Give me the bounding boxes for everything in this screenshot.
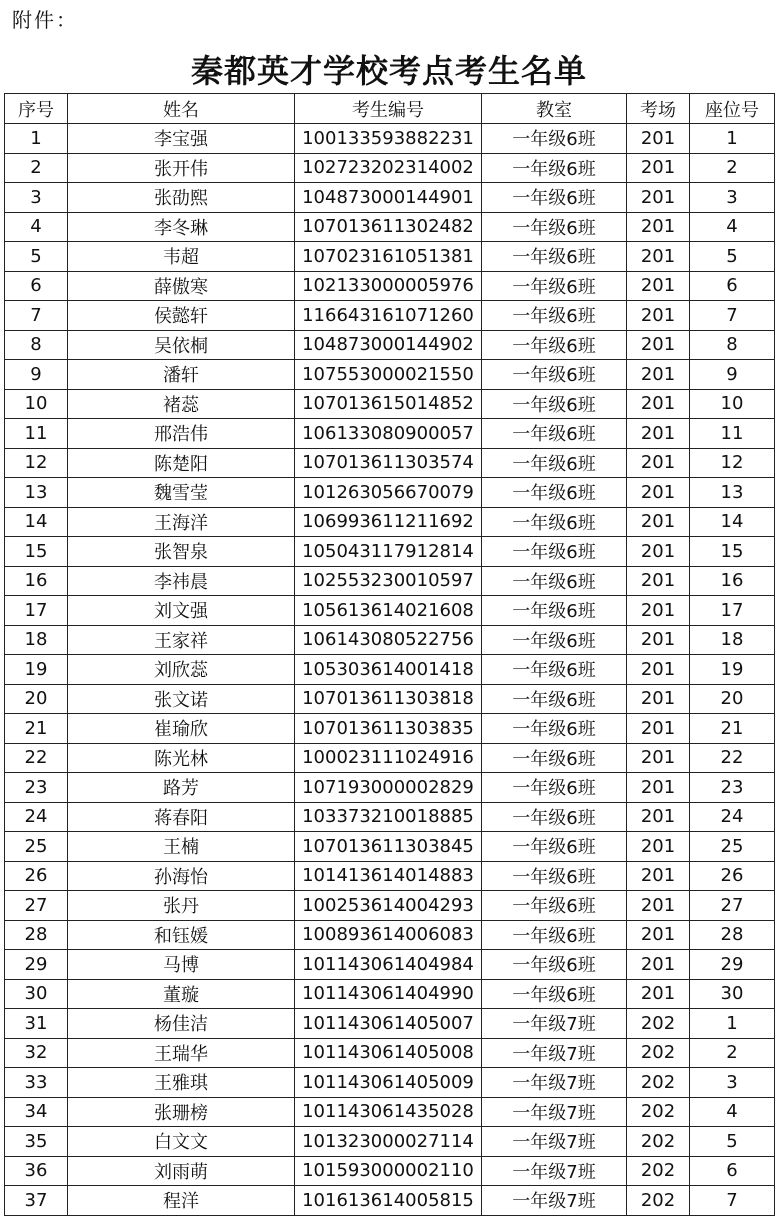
cell-classroom: 一年级7班 <box>482 1127 627 1157</box>
cell-exam-room: 201 <box>627 773 690 803</box>
cell-seq: 1 <box>5 124 68 154</box>
column-header-seat: 座位号 <box>690 94 775 124</box>
table-row <box>5 950 775 980</box>
cell-exam-room: 201 <box>627 714 690 744</box>
cell-name: 魏雪莹 <box>68 478 295 508</box>
cell-exam-room: 201 <box>627 537 690 567</box>
cell-seq: 25 <box>5 832 68 862</box>
cell-name: 张文诺 <box>68 684 295 714</box>
cell-name: 李祎晨 <box>68 566 295 596</box>
cell-name: 崔瑜欣 <box>68 714 295 744</box>
cell-candidate-id: 104873000144901 <box>295 183 482 213</box>
cell-exam-room: 201 <box>627 419 690 449</box>
table-row <box>5 537 775 567</box>
cell-candidate-id: 103373210018885 <box>295 802 482 832</box>
cell-exam-room: 202 <box>627 1038 690 1068</box>
cell-name: 孙海怡 <box>68 861 295 891</box>
cell-seat: 10 <box>690 389 775 419</box>
cell-classroom: 一年级6班 <box>482 743 627 773</box>
table-row <box>5 448 775 478</box>
table-row <box>5 153 775 183</box>
cell-name: 侯懿轩 <box>68 301 295 331</box>
cell-candidate-id: 107193000002829 <box>295 773 482 803</box>
cell-seat: 2 <box>690 1038 775 1068</box>
cell-candidate-id: 105613614021608 <box>295 596 482 626</box>
cell-seq: 36 <box>5 1156 68 1186</box>
cell-seat: 11 <box>690 419 775 449</box>
cell-candidate-id: 107023161051381 <box>295 242 482 272</box>
cell-exam-room: 201 <box>627 124 690 154</box>
cell-seat: 3 <box>690 1068 775 1098</box>
cell-classroom: 一年级6班 <box>482 714 627 744</box>
cell-classroom: 一年级6班 <box>482 950 627 980</box>
cell-seq: 5 <box>5 242 68 272</box>
cell-name: 程洋 <box>68 1186 295 1216</box>
cell-name: 刘雨萌 <box>68 1156 295 1186</box>
table-row <box>5 271 775 301</box>
cell-candidate-id: 101143061435028 <box>295 1097 482 1127</box>
cell-exam-room: 201 <box>627 448 690 478</box>
cell-name: 张珊榜 <box>68 1097 295 1127</box>
cell-name: 董璇 <box>68 979 295 1009</box>
cell-seq: 10 <box>5 389 68 419</box>
cell-name: 张智泉 <box>68 537 295 567</box>
cell-candidate-id: 105043117912814 <box>295 537 482 567</box>
table-row <box>5 419 775 449</box>
cell-exam-room: 201 <box>627 950 690 980</box>
cell-seq: 30 <box>5 979 68 1009</box>
cell-classroom: 一年级7班 <box>482 1186 627 1216</box>
cell-seq: 19 <box>5 655 68 685</box>
cell-candidate-id: 107013615014852 <box>295 389 482 419</box>
cell-name: 薛傲寒 <box>68 271 295 301</box>
table-row <box>5 1068 775 1098</box>
cell-seq: 13 <box>5 478 68 508</box>
table-row <box>5 861 775 891</box>
cell-candidate-id: 106143080522756 <box>295 625 482 655</box>
cell-seat: 16 <box>690 566 775 596</box>
cell-seat: 6 <box>690 271 775 301</box>
cell-candidate-id: 101263056670079 <box>295 478 482 508</box>
table-row <box>5 832 775 862</box>
cell-seat: 19 <box>690 655 775 685</box>
cell-classroom: 一年级6班 <box>482 419 627 449</box>
cell-name: 褚蕊 <box>68 389 295 419</box>
table-row <box>5 360 775 390</box>
cell-classroom: 一年级6班 <box>482 773 627 803</box>
table-row <box>5 212 775 242</box>
cell-exam-room: 202 <box>627 1097 690 1127</box>
cell-classroom: 一年级6班 <box>482 271 627 301</box>
cell-name: 王雅琪 <box>68 1068 295 1098</box>
table-row <box>5 625 775 655</box>
cell-classroom: 一年级6班 <box>482 920 627 950</box>
cell-seat: 15 <box>690 537 775 567</box>
cell-seq: 31 <box>5 1009 68 1039</box>
cell-exam-room: 201 <box>627 242 690 272</box>
cell-candidate-id: 100893614006083 <box>295 920 482 950</box>
cell-classroom: 一年级6班 <box>482 242 627 272</box>
cell-name: 张开伟 <box>68 153 295 183</box>
cell-seat: 7 <box>690 301 775 331</box>
cell-name: 李宝强 <box>68 124 295 154</box>
cell-classroom: 一年级6班 <box>482 478 627 508</box>
cell-seq: 18 <box>5 625 68 655</box>
cell-seat: 24 <box>690 802 775 832</box>
cell-candidate-id: 102553230010597 <box>295 566 482 596</box>
cell-seat: 6 <box>690 1156 775 1186</box>
table-row <box>5 802 775 832</box>
table-row <box>5 242 775 272</box>
cell-exam-room: 201 <box>627 979 690 1009</box>
cell-candidate-id: 106133080900057 <box>295 419 482 449</box>
page-title: 秦都英才学校考点考生名单 <box>190 52 587 90</box>
cell-exam-room: 201 <box>627 566 690 596</box>
cell-name: 李冬琳 <box>68 212 295 242</box>
cell-classroom: 一年级6班 <box>482 832 627 862</box>
cell-candidate-id: 107013611303845 <box>295 832 482 862</box>
cell-exam-room: 201 <box>627 596 690 626</box>
cell-name: 张丹 <box>68 891 295 921</box>
cell-seq: 7 <box>5 301 68 331</box>
cell-classroom: 一年级7班 <box>482 1038 627 1068</box>
cell-seat: 25 <box>690 832 775 862</box>
cell-seq: 27 <box>5 891 68 921</box>
cell-classroom: 一年级6班 <box>482 124 627 154</box>
cell-candidate-id: 105303614001418 <box>295 655 482 685</box>
cell-classroom: 一年级6班 <box>482 507 627 537</box>
cell-classroom: 一年级6班 <box>482 360 627 390</box>
cell-candidate-id: 102133000005976 <box>295 271 482 301</box>
cell-seat: 5 <box>690 242 775 272</box>
cell-classroom: 一年级6班 <box>482 979 627 1009</box>
table-row <box>5 920 775 950</box>
column-header-candidate-id: 考生编号 <box>295 94 482 124</box>
cell-exam-room: 201 <box>627 891 690 921</box>
cell-name: 陈楚阳 <box>68 448 295 478</box>
table-row <box>5 773 775 803</box>
cell-seq: 28 <box>5 920 68 950</box>
cell-classroom: 一年级7班 <box>482 1156 627 1186</box>
table-row <box>5 743 775 773</box>
cell-seat: 5 <box>690 1127 775 1157</box>
cell-name: 杨佳洁 <box>68 1009 295 1039</box>
cell-seq: 37 <box>5 1186 68 1216</box>
cell-candidate-id: 107013611303818 <box>295 684 482 714</box>
cell-exam-room: 202 <box>627 1156 690 1186</box>
cell-seat: 26 <box>690 861 775 891</box>
cell-classroom: 一年级6班 <box>482 153 627 183</box>
cell-exam-room: 201 <box>627 212 690 242</box>
candidate-table <box>4 93 775 1216</box>
cell-seq: 4 <box>5 212 68 242</box>
table-row <box>5 1038 775 1068</box>
cell-seat: 1 <box>690 1009 775 1039</box>
cell-classroom: 一年级6班 <box>482 625 627 655</box>
cell-seq: 11 <box>5 419 68 449</box>
cell-classroom: 一年级6班 <box>482 301 627 331</box>
cell-seq: 3 <box>5 183 68 213</box>
cell-exam-room: 202 <box>627 1127 690 1157</box>
cell-name: 吴依桐 <box>68 330 295 360</box>
cell-name: 王楠 <box>68 832 295 862</box>
cell-exam-room: 201 <box>627 183 690 213</box>
cell-seat: 20 <box>690 684 775 714</box>
table-row <box>5 507 775 537</box>
cell-exam-room: 201 <box>627 389 690 419</box>
cell-candidate-id: 107553000021550 <box>295 360 482 390</box>
table-header-row <box>5 94 775 124</box>
cell-seat: 18 <box>690 625 775 655</box>
cell-candidate-id: 101413614014883 <box>295 861 482 891</box>
table-row <box>5 1009 775 1039</box>
cell-seat: 8 <box>690 330 775 360</box>
cell-exam-room: 201 <box>627 360 690 390</box>
cell-seat: 4 <box>690 1097 775 1127</box>
cell-candidate-id: 101143061405009 <box>295 1068 482 1098</box>
cell-exam-room: 201 <box>627 507 690 537</box>
cell-candidate-id: 107013611303835 <box>295 714 482 744</box>
cell-classroom: 一年级6班 <box>482 802 627 832</box>
cell-candidate-id: 100023111024916 <box>295 743 482 773</box>
cell-exam-room: 201 <box>627 330 690 360</box>
cell-candidate-id: 107013611303574 <box>295 448 482 478</box>
cell-candidate-id: 101613614005815 <box>295 1186 482 1216</box>
cell-seq: 33 <box>5 1068 68 1098</box>
cell-classroom: 一年级6班 <box>482 389 627 419</box>
cell-exam-room: 201 <box>627 684 690 714</box>
cell-classroom: 一年级7班 <box>482 1068 627 1098</box>
cell-exam-room: 201 <box>627 271 690 301</box>
cell-candidate-id: 101143061404990 <box>295 979 482 1009</box>
cell-exam-room: 202 <box>627 1186 690 1216</box>
cell-exam-room: 201 <box>627 861 690 891</box>
cell-classroom: 一年级6班 <box>482 448 627 478</box>
cell-seat: 14 <box>690 507 775 537</box>
cell-name: 马博 <box>68 950 295 980</box>
cell-seat: 4 <box>690 212 775 242</box>
cell-seq: 8 <box>5 330 68 360</box>
cell-seq: 21 <box>5 714 68 744</box>
cell-seat: 9 <box>690 360 775 390</box>
cell-name: 白文文 <box>68 1127 295 1157</box>
cell-seq: 24 <box>5 802 68 832</box>
attachment-label: 附件： <box>12 8 78 32</box>
cell-seq: 12 <box>5 448 68 478</box>
cell-seat: 17 <box>690 596 775 626</box>
cell-name: 王家祥 <box>68 625 295 655</box>
cell-seq: 32 <box>5 1038 68 1068</box>
table-row <box>5 979 775 1009</box>
cell-classroom: 一年级7班 <box>482 1097 627 1127</box>
cell-classroom: 一年级6班 <box>482 537 627 567</box>
table-row <box>5 183 775 213</box>
table-row <box>5 714 775 744</box>
column-header-classroom: 教室 <box>482 94 627 124</box>
cell-classroom: 一年级6班 <box>482 212 627 242</box>
cell-classroom: 一年级6班 <box>482 655 627 685</box>
cell-candidate-id: 101143061405008 <box>295 1038 482 1068</box>
cell-seq: 29 <box>5 950 68 980</box>
cell-name: 王海洋 <box>68 507 295 537</box>
cell-seq: 34 <box>5 1097 68 1127</box>
cell-seat: 22 <box>690 743 775 773</box>
table-row <box>5 301 775 331</box>
cell-name: 韦超 <box>68 242 295 272</box>
cell-seq: 2 <box>5 153 68 183</box>
cell-classroom: 一年级6班 <box>482 861 627 891</box>
cell-classroom: 一年级6班 <box>482 183 627 213</box>
cell-exam-room: 201 <box>627 655 690 685</box>
cell-exam-room: 201 <box>627 832 690 862</box>
cell-candidate-id: 102723202314002 <box>295 153 482 183</box>
table-row <box>5 1186 775 1216</box>
cell-seq: 22 <box>5 743 68 773</box>
cell-seat: 27 <box>690 891 775 921</box>
table-row <box>5 655 775 685</box>
cell-seq: 14 <box>5 507 68 537</box>
cell-exam-room: 201 <box>627 625 690 655</box>
cell-name: 邢浩伟 <box>68 419 295 449</box>
table-row <box>5 330 775 360</box>
cell-exam-room: 201 <box>627 478 690 508</box>
cell-candidate-id: 100133593882231 <box>295 124 482 154</box>
cell-seat: 7 <box>690 1186 775 1216</box>
cell-seat: 1 <box>690 124 775 154</box>
cell-seq: 9 <box>5 360 68 390</box>
table-row <box>5 478 775 508</box>
cell-seat: 23 <box>690 773 775 803</box>
cell-seat: 2 <box>690 153 775 183</box>
cell-seat: 13 <box>690 478 775 508</box>
table-row <box>5 1156 775 1186</box>
cell-name: 路芳 <box>68 773 295 803</box>
cell-classroom: 一年级7班 <box>482 1009 627 1039</box>
table-body <box>5 124 775 1216</box>
cell-candidate-id: 106993611211692 <box>295 507 482 537</box>
cell-seq: 35 <box>5 1127 68 1157</box>
cell-seat: 12 <box>690 448 775 478</box>
cell-name: 刘欣蕊 <box>68 655 295 685</box>
cell-seq: 16 <box>5 566 68 596</box>
table-row <box>5 1097 775 1127</box>
column-header-exam-room: 考场 <box>627 94 690 124</box>
cell-candidate-id: 101143061404984 <box>295 950 482 980</box>
cell-exam-room: 201 <box>627 802 690 832</box>
cell-seat: 21 <box>690 714 775 744</box>
cell-name: 陈光林 <box>68 743 295 773</box>
cell-seat: 3 <box>690 183 775 213</box>
cell-name: 王瑞华 <box>68 1038 295 1068</box>
cell-classroom: 一年级6班 <box>482 684 627 714</box>
cell-seat: 29 <box>690 950 775 980</box>
cell-exam-room: 201 <box>627 301 690 331</box>
cell-exam-room: 202 <box>627 1009 690 1039</box>
cell-candidate-id: 101323000027114 <box>295 1127 482 1157</box>
table-row <box>5 891 775 921</box>
cell-candidate-id: 101593000002110 <box>295 1156 482 1186</box>
cell-name: 刘文强 <box>68 596 295 626</box>
cell-name: 潘轩 <box>68 360 295 390</box>
table-row <box>5 596 775 626</box>
cell-name: 张劭熙 <box>68 183 295 213</box>
table-row <box>5 124 775 154</box>
cell-name: 和钰媛 <box>68 920 295 950</box>
cell-seq: 6 <box>5 271 68 301</box>
cell-seq: 17 <box>5 596 68 626</box>
cell-seq: 20 <box>5 684 68 714</box>
table-row <box>5 566 775 596</box>
table-row <box>5 1127 775 1157</box>
cell-exam-room: 202 <box>627 1068 690 1098</box>
cell-seq: 26 <box>5 861 68 891</box>
cell-candidate-id: 116643161071260 <box>295 301 482 331</box>
cell-classroom: 一年级6班 <box>482 566 627 596</box>
cell-candidate-id: 100253614004293 <box>295 891 482 921</box>
cell-seq: 23 <box>5 773 68 803</box>
cell-seat: 28 <box>690 920 775 950</box>
cell-exam-room: 201 <box>627 743 690 773</box>
cell-seat: 30 <box>690 979 775 1009</box>
column-header-name: 姓名 <box>68 94 295 124</box>
table-row <box>5 684 775 714</box>
cell-classroom: 一年级6班 <box>482 891 627 921</box>
cell-candidate-id: 107013611302482 <box>295 212 482 242</box>
cell-seq: 15 <box>5 537 68 567</box>
cell-candidate-id: 104873000144902 <box>295 330 482 360</box>
cell-exam-room: 201 <box>627 153 690 183</box>
cell-candidate-id: 101143061405007 <box>295 1009 482 1039</box>
column-header-seq: 序号 <box>5 94 68 124</box>
cell-exam-room: 201 <box>627 920 690 950</box>
cell-name: 蒋春阳 <box>68 802 295 832</box>
table-row <box>5 389 775 419</box>
cell-classroom: 一年级6班 <box>482 330 627 360</box>
cell-classroom: 一年级6班 <box>482 596 627 626</box>
